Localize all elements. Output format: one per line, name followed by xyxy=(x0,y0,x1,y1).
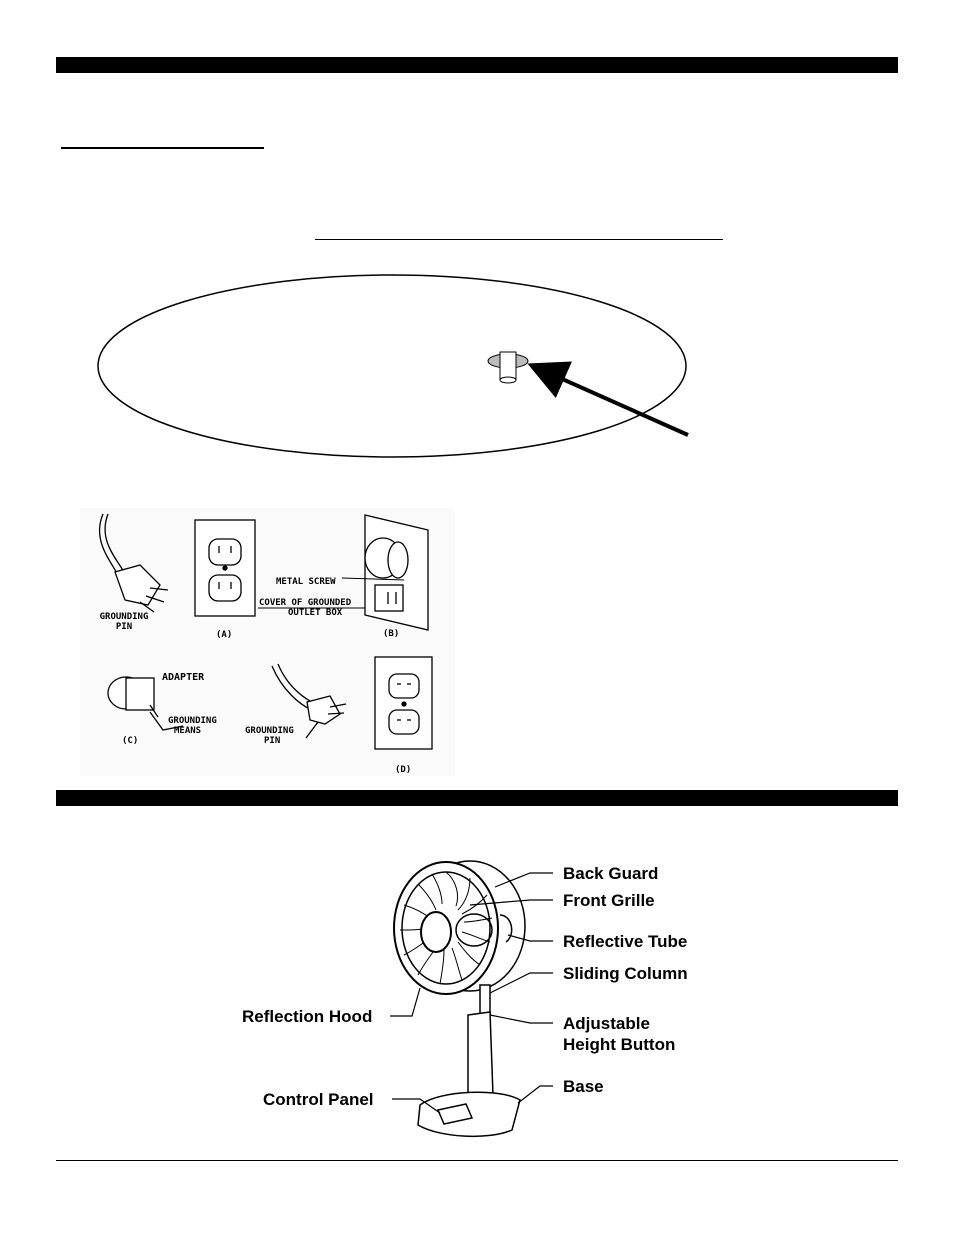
part-adjustable-height-2: Height Button xyxy=(563,1035,676,1054)
label-panel-b: (B) xyxy=(383,629,400,639)
label-panel-d: (D) xyxy=(395,765,412,775)
part-reflection-hood: Reflection Hood xyxy=(242,1007,373,1026)
label-cover-of-grounded: COVER OF GROUNDED xyxy=(259,598,352,608)
label-adapter: ADAPTER xyxy=(162,672,205,683)
label-panel-a: (A) xyxy=(216,630,233,640)
label-outlet-box: OUTLET BOX xyxy=(288,608,343,618)
part-control-panel: Control Panel xyxy=(263,1090,374,1109)
part-reflective-tube: Reflective Tube xyxy=(563,932,688,951)
label-grounding-pin: GROUNDING PIN xyxy=(99,612,149,632)
part-front-grille: Front Grille xyxy=(563,891,655,910)
label-grounding-pin-2a: GROUNDING xyxy=(245,726,294,736)
label-panel-c: (C) xyxy=(122,736,139,746)
label-grounding-pin-2b: PIN xyxy=(264,736,281,746)
label-grounding-means-2: MEANS xyxy=(174,726,202,736)
footer-rule xyxy=(56,1160,898,1161)
label-grounding-means-1: GROUNDING xyxy=(168,716,217,726)
label-metal-screw: METAL SCREW xyxy=(276,577,336,587)
part-back-guard: Back Guard xyxy=(563,864,659,883)
part-adjustable-height-1: Adjustable xyxy=(563,1014,650,1033)
part-base: Base xyxy=(563,1077,604,1096)
part-sliding-column: Sliding Column xyxy=(563,964,688,983)
